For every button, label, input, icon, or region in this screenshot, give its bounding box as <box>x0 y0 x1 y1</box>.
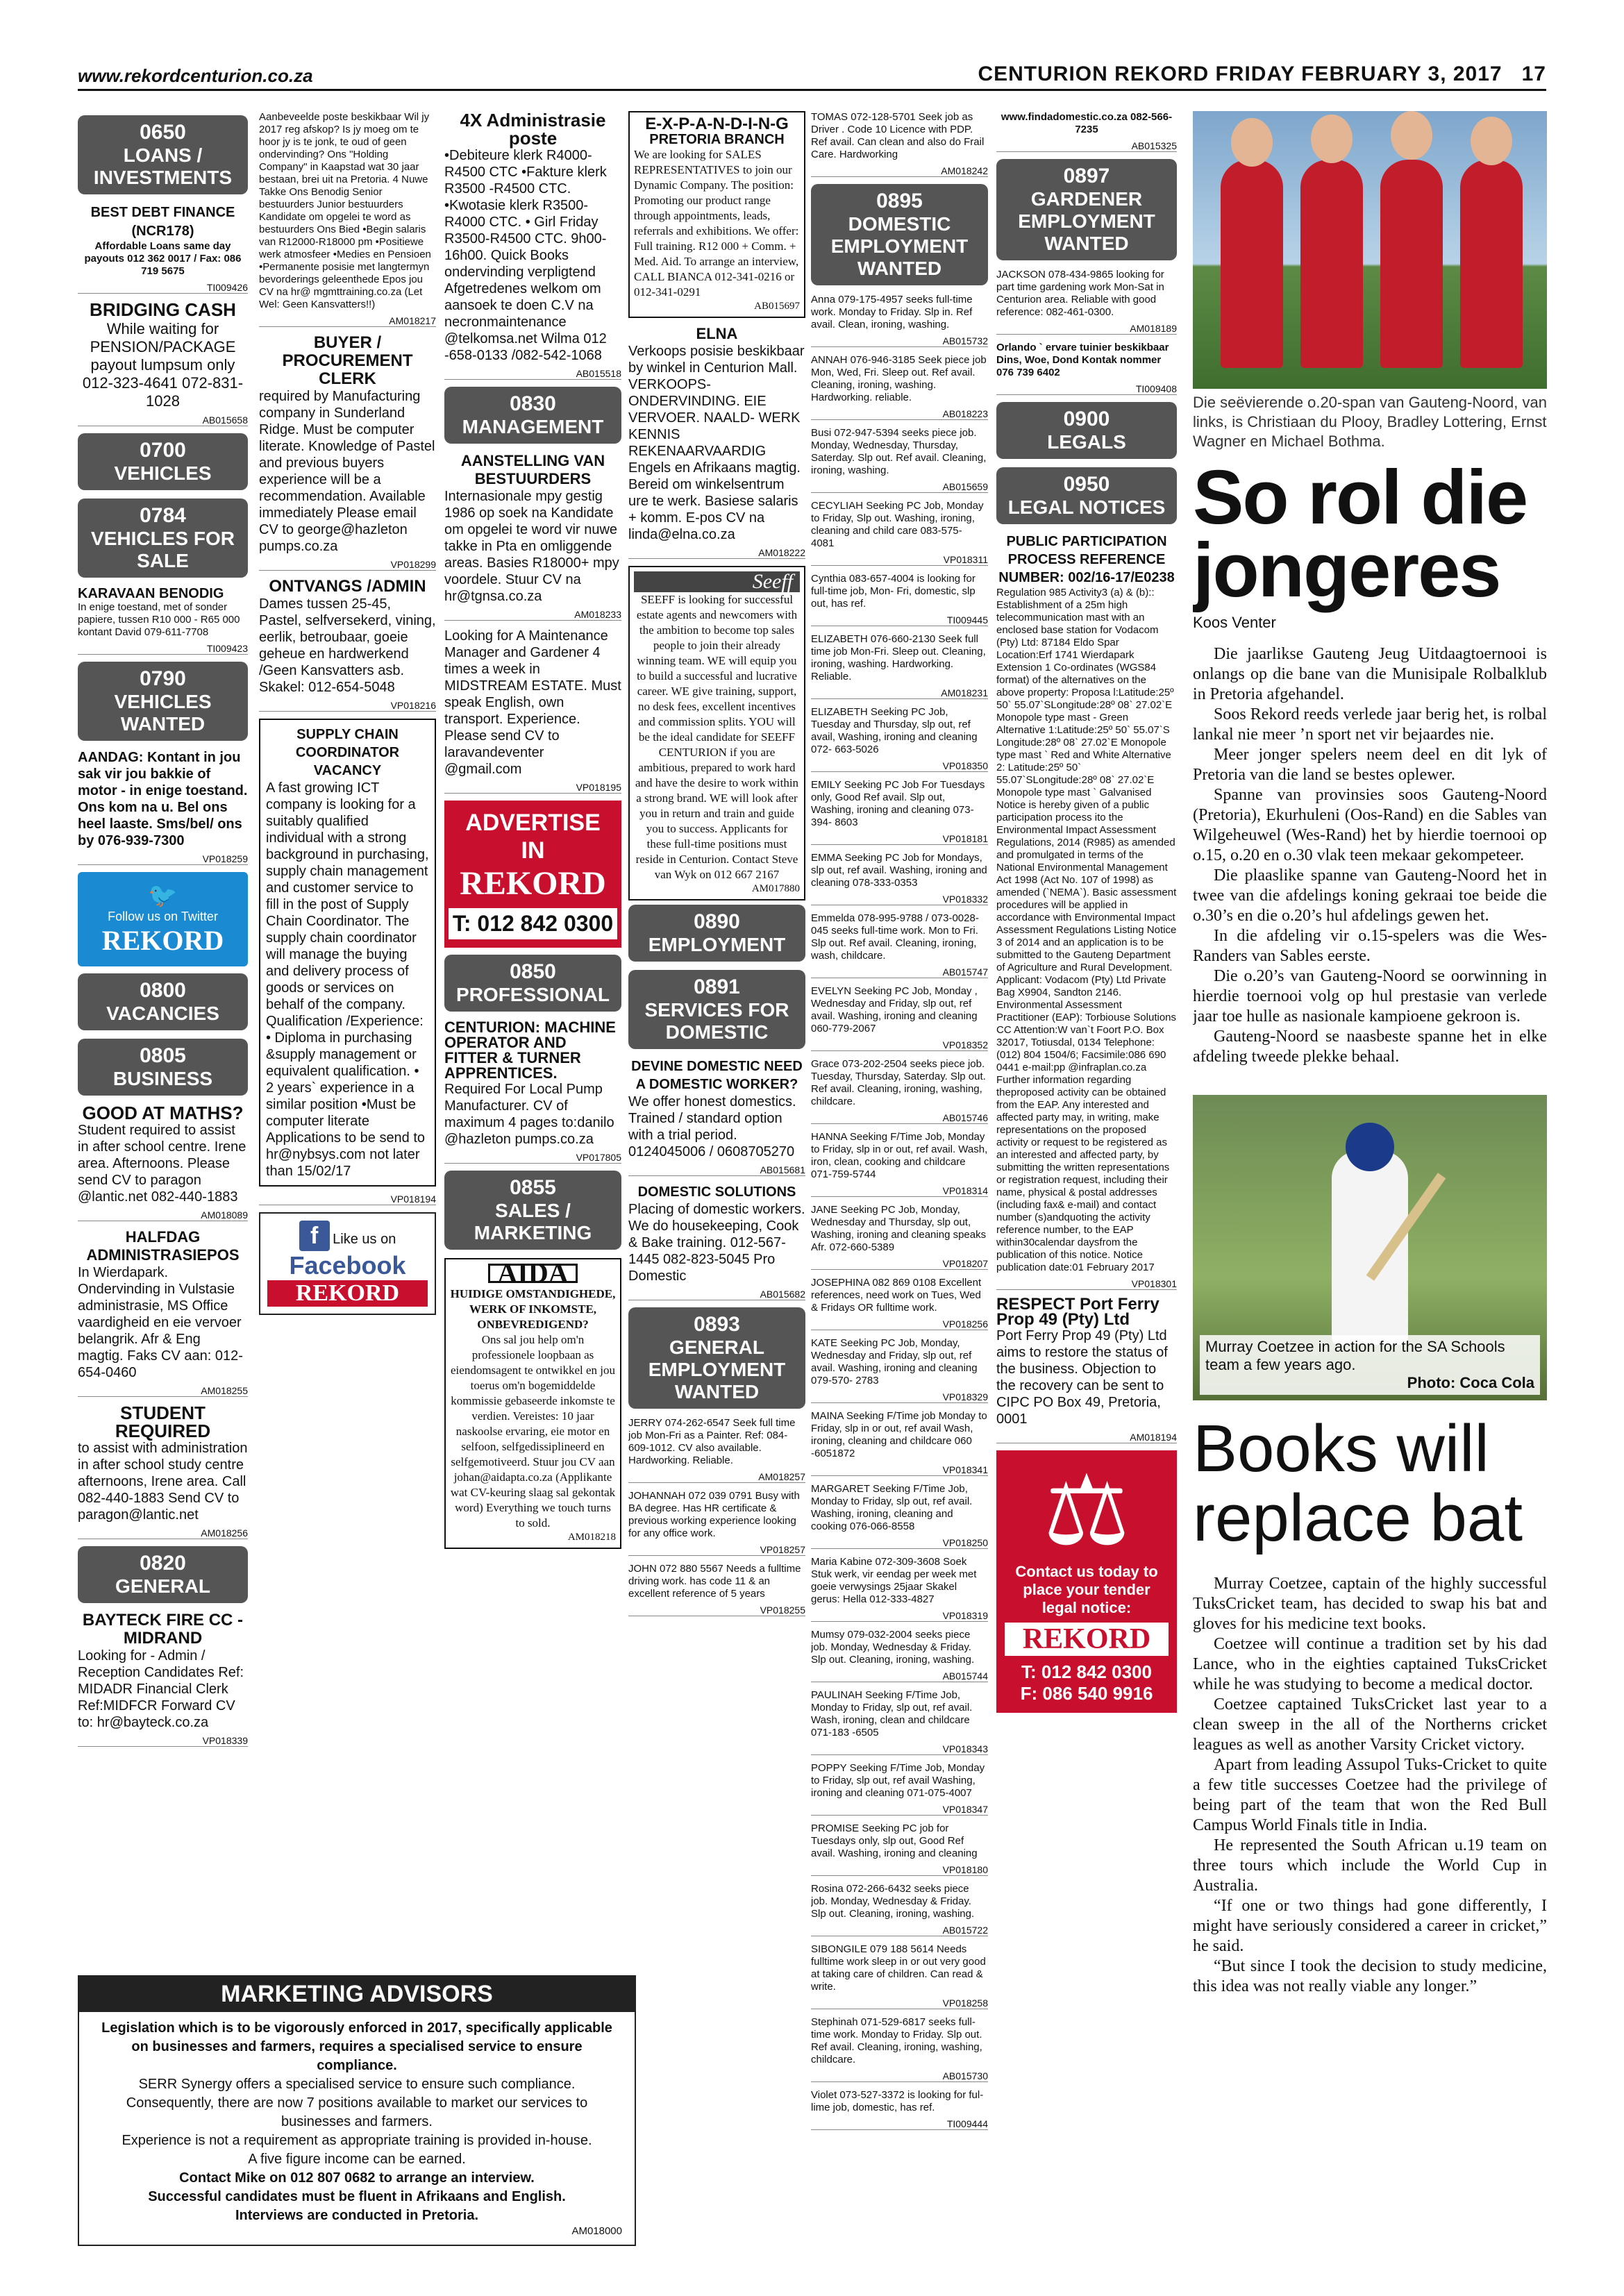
list-item: JANE Seeking PC Job, Monday, Wednesday and Thursday, slp out, Washing, ironing and cleaning speaks Afr. 072-660-5389 <box>811 1204 987 1253</box>
classified-ad: SUPPLY CHAIN COORDINATOR VACANCY A fast growing ICT company is looking for a suitably qualified individual with a strong background in purchasing, supply chain management and customer service to fill in the post of Supply Chain Coordinator. The supply chain coordinator will manage the buying and delivery process of goods or services on behalf of the company. Qualification /Experience: • Diploma in purchasing &supply management or equivalent qualification. • 2 years` experience in a similar position •Must be computer literate Applications to be send to hr@nybsys.com not later than 15/02/17 <box>259 719 436 1187</box>
ad-ref: VP018314 <box>811 1185 988 1197</box>
paragraph: Meer jonger spelers neem deel en dit lyk of Pretoria van die land se bestes oplewer. <box>1193 746 1547 784</box>
paragraph: In die afdeling vir o.15-spelers was die Wes-Randers van Sables eerste. <box>1193 927 1547 965</box>
column-4 <box>628 111 805 1623</box>
ad-ref: AB015325 <box>996 140 1177 152</box>
facebook-icon: f <box>299 1221 330 1251</box>
list-item: Emmelda 078-995-9788 / 073-0028-045 seeks full-time work. Mon to Fri. Slp out. Ref avail. Cleaning, ironing, wash, childcare. <box>811 912 979 962</box>
paragraph: Coetzee will continue a tradition set by his dad Lance, who in the eighties captained TuksCricket while he was studying to become a medical doctor. <box>1193 1635 1547 1693</box>
ad-ref: AB018223 <box>811 408 988 420</box>
paragraph: Murray Coetzee, captain of the highly successful TuksCricket team, has decided to swap his bat and gloves for his medicine text books. <box>1193 1575 1547 1633</box>
list-item: Busi 072-947-5394 seeks piece job. Monday, Wednesday, Thursday, Saterday. Slp out. Ref avail. Cleaning, ironing, washing. <box>811 427 987 476</box>
team-photo <box>1193 111 1547 389</box>
ad-ref: AM018222 <box>628 547 805 559</box>
paragraph: Die plaaslike spanne van Gauteng-Noord het in twee van die afdelings koning gekraai toe beide die o.30’s en die o.20’s hul afdelings gewen het. <box>1193 866 1547 925</box>
classified-ad: KARAVAAN BENODIG In enige toestand, met of sonder papiere, tussen R10 000 - R65 000 kontant David 079-611-7708 <box>78 586 240 638</box>
section-header: 0830 MANAGEMENT <box>444 387 621 444</box>
scales-of-justice-icon: ⚖ <box>1043 1456 1130 1565</box>
column-5 <box>811 111 988 2137</box>
classified-ad: 4X Administrasie poste •Debiteure klerk R4000-R4500 CTC •Fakture klerk R3500 -R4500 CTC. •Kwotasie klerk R3500-R4000 CTC. • Girl Friday R3500-R4500 CTC. 9h00-16h00. Quick Books ondervinding verpligtend Afgetredenes welkom om aansoek te doen C.V na necronmaintenance @telkomsa.net Wilma 012 -658-0133 /082-542-1068 <box>444 111 607 363</box>
legal-notice-promo[interactable]: ⚖ Contact us today to place your tender legal notice: REKORD T: 012 842 0300 F: 086 540 9916 <box>996 1450 1177 1713</box>
section-header: 0893 GENERAL EMPLOYMENT WANTED <box>628 1307 805 1409</box>
paragraph: “If one or two things had gone differently, I might have seriously considered a career in cricket,” he said. <box>1193 1897 1547 1955</box>
list-item: HANNA Seeking F/Time Job, Monday to Friday, slp in or out, ref avail. Wash, iron, clean, cooking and childcare 071-759-5744 <box>811 1131 988 1180</box>
paragraph: Gauteng-Noord se naasbeste spanne het in elke afdeling tweede plekke behaal. <box>1193 1028 1547 1066</box>
ad-ref: AB015747 <box>811 966 988 978</box>
ad-ref: VP018258 <box>811 1997 988 2009</box>
twitter-promo[interactable]: 🐦 Follow us on Twitter REKORD <box>78 872 248 966</box>
list-item: CECYLIAH Seeking PC Job, Monday to Friday, Slp out. Washing, ironing, cleaning and child care 083-575- 4081 <box>811 500 984 549</box>
article-body <box>1193 644 1547 1067</box>
ad-ref: AB015746 <box>811 1112 988 1124</box>
classified-ad: HALFDAG ADMINISTRASIEPOS In Wierdapark. Ondervinding in Vulstasie administrasie, MS Office vaardigheid en eie vervoer belangrik. Afr & Eng magtig. Faks CV aan: 012-654-0460 <box>78 1228 243 1380</box>
ad-ref: VP018352 <box>811 1039 988 1051</box>
ad-ref: VP018347 <box>811 1804 988 1816</box>
paragraph: He represented the South African u.19 team on three tours which include the World Cup in Australia. <box>1193 1836 1547 1895</box>
domestic-list <box>811 294 988 2130</box>
ad-ref: VP018181 <box>811 833 988 845</box>
ad-ref: VP018259 <box>78 853 248 865</box>
editorial-column <box>1193 111 1547 1997</box>
paragraph: Spanne van provinsies soos Gauteng-Noord (Pretoria), Ekurhuleni (Oos-Rand) en die Sables van Wilgeheuwel (Wes-Rand) het by hierdie toernooi op o.15, o.20 en o.30 vlak teen mekaar gekompeteer. <box>1193 786 1547 864</box>
classified-ad: TOMAS 072-128-5701 Seek job as Driver . Code 10 Licence with PDP. Ref avail. Can clean and also do Frail Care. Hardworking <box>811 111 985 160</box>
ad-ref: VP017805 <box>444 1152 621 1164</box>
legal-notice: PUBLIC PARTICIPATION PROCESS REFERENCE NUMBER: 002/16-17/E0238 Regulation 985 Activity3 (a) & (b):: Establishment of a 25m high telecommunication mast with an enclosed base station for Vodacom (Pty) Ltd: 87184 Eldo Spar Location:Erf 1741 Wierdapark Extension 1 Co-ordinates (WGS84 format) of the alternatives on the above property: Proposa l:Latitude:25º 50` 55.07`SLongitude:28º 08` 27.02`E Monopole type mast - Green Alternative 1:Latitude:25º 50` 55.07`S Longitude:28º 08` 27.02`E Monopole type mast ` Red and White Alternative 2: Latitude:25º 50` 55.07`SLongitude:28º 08` 27.02`E Monopole type mast ` Galvanised Notice is hereby given of a public participation process ito the Environmental Impact Assessment Regulations, 2014 (R985) as amended and promulgated in terms of the National Environmental Management Act 1998 (Act No. 107 of 1998) as amended (`NEMA`). Basic assessment procedures will be applied in accordance with Environmental Impact Assessment Regulations Listing Notice 3 of 2014 and an application is to be submitted to the Gauteng Department of Agriculture and Rural Development. Applicant: Vodacom (Pty) Ltd Private Bag X9904, Sandton 2146. Environmental Assessment Practitioner (EAP): Torbiouse Solutions CC Attention:W van`t Foort P.O. Box 32017, Totiusdal, 0134 Telephone:(012) 804 1504/6; Facsimile:086 690 0441 e-mail:pp @infraplan.co.za Further information regarding theproposed activity can be obtained from the EAP. Any interested and affected party may, in writing, make representations on the proposed activity or request to be registered as an interested and affected party, by submitting the written representations or registration request, including their name, physical & postal addresses (including fax& e-mail) and contact number (s)andquoting the activity reference number, to the EAP within30calendar daysfrom the publication of this notice. Notice publication date:01 February 2017 <box>996 534 1177 1273</box>
ad-ref: AB015681 <box>628 1164 805 1176</box>
section-header: 0805 BUSINESS <box>78 1039 248 1096</box>
seeff-logo: Seeff <box>634 571 800 592</box>
list-item: KATE Seeking PC Job, Monday, Wednesday and Friday, slp out, ref avail. Washing, ironing and cleaning 079-570- 2783 <box>811 1337 978 1386</box>
classified-ad: BAYTECK FIRE CC - MIDRAND Looking for - Admin / Reception Candidates Ref: MIDADR Financial Clerk Ref:MIDFCR Forward CV to: hr@bayteck.co.za <box>78 1611 244 1730</box>
classified-ad: BRIDGING CASH While waiting for PENSION/PACKAGE payout lumpsum only 012-323-4641 072-831-1028 <box>82 299 244 410</box>
website-url[interactable]: www.rekordcenturion.co.za <box>78 65 313 86</box>
list-item: Anna 079-175-4957 seeks full-time work. Monday to Friday. Slp in. Ref avail. Clean, ironing, washing. <box>811 294 973 330</box>
ad-ref: VP018332 <box>811 894 988 905</box>
list-item: ELIZABETH 076-660-2130 Seek full time job Mon-Fri. Sleep out. Cleaning, ironing, washing. Hardworking. Reliable. <box>811 633 986 682</box>
classified-ad: JACKSON 078-434-9865 looking for part time gardening work Mon-Sat in Centurion area. Reliable with good reference: 082-461-0300. <box>996 269 1164 318</box>
ad-ref: AB015518 <box>444 368 621 380</box>
ad-ref: AB015744 <box>811 1670 988 1682</box>
legal-notice: RESPECT Port Ferry Prop 49 (Pty) Ltd Port Ferry Prop 49 (Pty) Ltd aims to restore the status of the business. Objection to the recovery can be sent to CIPC PO Box 49, Pretoria, 0001 <box>996 1295 1168 1427</box>
ad-ref: VP018301 <box>996 1278 1177 1290</box>
list-item: MAINA Seeking F/Time job Monday to Friday, slp in or out, ref avail Wash, ironing, cleaning and childcare 060 -6051872 <box>811 1410 987 1459</box>
list-item: Grace 073-202-2504 seeks piece job. Tuesday, Thursday, Saterday. Slp out. Ref avail. Cleaning, ironing, washing, childcare. <box>811 1058 986 1107</box>
article-body <box>1193 1574 1547 1997</box>
ad-ref: VP018299 <box>259 559 436 571</box>
ad-ref: AM018233 <box>444 609 621 621</box>
ad-ref: VP018341 <box>811 1464 988 1476</box>
ad-ref: VP018194 <box>259 1193 436 1205</box>
ad-ref: AB015659 <box>811 481 988 493</box>
paragraph: “But since I took the decision to study medicine, this idea was not really viable any longer.” <box>1193 1957 1547 1995</box>
section-header: 0900 LEGALS <box>996 402 1177 459</box>
ad-ref: VP018216 <box>259 700 436 712</box>
classified-ad: JERRY 074-262-6547 Seek full time job Mon-Fri as a Painter. Ref: 084-609-1012. CV also available. Hardworking. Reliable. <box>628 1417 796 1466</box>
ad-ref: AB015730 <box>811 2070 988 2082</box>
ad-ref: VP018256 <box>811 1318 988 1330</box>
list-item: PROMISE Seeking PC job for Tuesdays only, slp out, Good Ref avail. Washing, ironing and cleaning <box>811 1822 978 1859</box>
column-2 <box>259 111 436 1322</box>
section-header: 0850 PROFESSIONAL <box>444 955 621 1012</box>
ad-ref: TI009408 <box>996 383 1177 395</box>
photo-caption: Murray Coetzee in action for the SA Schools team a few years ago. Photo: Coca Cola <box>1200 1335 1540 1395</box>
ad-ref: VP018339 <box>78 1735 248 1747</box>
classified-ad: GOOD AT MATHS? Student required to assist in after school centre. Irene area. Afternoons. Please send CV to paragon @lantic.net 082-440-1883 <box>78 1103 246 1205</box>
ad-ref: AM018242 <box>811 165 988 177</box>
classified-ad: www.findadomestic.co.za 082-566-7235 <box>1001 111 1173 135</box>
classified-ad: Orlando ` ervare tuinier beskikbaar Dins, Woe, Dond Kontak nommer 076 739 6402 <box>996 342 1169 378</box>
section-header: 0784 VEHICLES FOR SALE <box>78 498 248 578</box>
ad-ref: VP018250 <box>811 1537 988 1549</box>
ad-ref: AM018255 <box>78 1385 248 1397</box>
aida-logo: AIDA <box>488 1264 577 1283</box>
classified-ad: DOMESTIC SOLUTIONS Placing of domestic workers. We do housekeeping, Cook & Bake training. 012-567-1445 082-823-5045 Pro Domestic <box>628 1184 805 1284</box>
classified-ad: Aanbeveelde poste beskikbaar Wil jy 2017 reg afskop? Is jy moeg om te hoor jy is te jonk, te oud of geen ondervinding? Ons "Holding Company" in Kaapstad wat 30 jaar bestaan, brei uit na Pretoria. 4 Nuwe Takke Ons Benodig Senior bestuurders Junior bestuurders Kandidate om opgelei te word as bestuurders Ons Bied •Begin salaris van R12000-R18000 pm •Positiewe werk atmosfeer •Medies en Pensioen •Permanente posisie met langtermyn bevorderings geleenthede Epos jou CV na hr@ mgmttraining.co.za (Let Wel: Geen Kansvatters!!) <box>259 111 431 310</box>
column-1 <box>78 111 248 1754</box>
expanding-ad: E-X-P-A-N-D-I-N-G PRETORIA BRANCH We are looking for SALES REPRESENTATIVES to join our Dynamic Company. The position: Promoting our product range through appointments, leads, referrals and exhibitions. We offer: Full training. R12 000 + Comm. + Med. Aid. To arrange an interview, CALL BIANCA 012-341-0216 or 012-341-0291 AB015697 <box>628 111 805 318</box>
paragraph: Coetzee captained TuksCricket last year to a clean sweep in the all of the Northerns cricket leagues as well as another Varsity Cricket victory. <box>1193 1695 1547 1754</box>
column-6 <box>996 111 1177 1713</box>
ad-ref: VP018207 <box>811 1258 988 1270</box>
list-item: Maria Kabine 072-309-3608 Soek Stuk werk, vir eendag per week met goeie verwysings 25jaar Skakel gerus: Hella 012-333-4827 <box>811 1556 977 1605</box>
classified-ad: ELNA Verkoops posisie beskikbaar by winkel in Centurion Mall. VERKOOPS- ONDERVINDING. EIE VERVOER. NAALD- WERK KENNIS REKENAARVAARDIG Engels en Afrikaans magtig. Bereid om winkelsentrum ure te werk. Basiese salaris + komm. E-pos CV na linda@elna.co.za <box>628 325 805 542</box>
ad-ref: AM018089 <box>78 1209 248 1221</box>
advertise-promo[interactable]: ADVERTISE IN REKORD T: 012 842 0300 <box>444 801 621 948</box>
twitter-bird-icon: 🐦 <box>148 882 178 909</box>
list-item: ANNAH 076-946-3185 Seek piece job Mon, Wed, Fri. Sleep out. Ref avail. Cleaning, ironing, washing. Hardworking. reliable. <box>811 354 987 403</box>
classified-ad: CENTURION: MACHINE OPERATOR AND FITTER & TURNER APPRENTICES. Required For Local Pump Manufacturer. CV of maximum 4 pages to:danilo @hazleton pumps.co.za <box>444 1019 616 1147</box>
marketing-advisors-ad: MARKETING ADVISORS Legislation which is to be vigorously enforced in 2017, specifically applicable on businesses and farmers, requires a specialised service to ensure compliance. SERR Synergy offers a specialised service to ensure such compliance. Consequently, there are now 7 positions available to market our services to businesses and farmers. Experience is not a requirement as appropriate training is provided in-house. A five figure income can be earned. Contact Mike on 012 807 0682 to arrange an interview. Successful candidates must be fluent in Afrikaans and English. Interviews are conducted in Pretoria. AM018000 <box>78 1975 636 2246</box>
ad-ref: TI009423 <box>78 643 248 655</box>
list-item: PAULINAH Seeking F/Time Job, Monday to Friday, slp out, ref avail. Wash, ironing, clean and childcare 071-183 -6505 <box>811 1689 973 1738</box>
classified-ad: JOHANNAH 072 039 0791 Busy with BA degree. Has HR certificate & previous working experience looking for any office work. <box>628 1490 800 1539</box>
seeff-ad: Seeff SEEFF is looking for successful estate agents and newcomers with the ambition to become top sales people to join their already winning team. WE will equip you to build a successful and lucrative career. WE give training, support, no desk fees, excellent incentives and commission splits. YOU will be the ideal candidate for SEEFF CENTURION if you are ambitious, prepared to work hard and have the desire to work within a strong brand. WE will look after you in return and train and guide you to success. Applicants for these full-time positions must reside in Centurion. Contact Steve van Wyk on 012 667 2167 AM017880 <box>628 566 805 900</box>
ad-ref: TI009444 <box>811 2118 988 2130</box>
classified-ad: AANSTELLING VAN BESTUURDERS Internasionale mpy gestig 1986 op soek na Kandidate om opgelei te word vir nuwe takke in Pta en omliggende areas. Basies R18000+ mpy voordele. Stuur CV na hr@tgnsa.co.za <box>444 452 619 604</box>
ad-ref: VP018195 <box>444 782 621 794</box>
list-item: EMMA Seeking PC Job for Mondays, slp out, ref avail. Washing, ironing and cleaning 078-333-0353 <box>811 852 987 889</box>
classified-ad: ONTVANGS /ADMIN Dames tussen 25-45, Pastel, selfversekerd, vining, eerlik, betroubaar, goeie geheue en hardwerkend /Geen Kansvatters asb. Skakel: 012-654-5048 <box>259 577 436 695</box>
ad-ref: TI009426 <box>78 282 248 294</box>
classified-ad: STUDENT REQUIRED to assist with administration in after school study centre afternoons, Irene area. Call 082-440-1883 Send CV to paragon@lantic.net <box>78 1402 248 1523</box>
byline: Koos Venter <box>1193 614 1276 631</box>
ad-ref: VP018319 <box>811 1610 988 1622</box>
classified-ad: BEST DEBT FINANCE (NCR178) Affordable Loans same day payouts 012 362 0017 / Fax: 086 719 5675 <box>84 205 242 277</box>
page-header <box>78 61 1546 91</box>
section-header: 0891 SERVICES FOR DOMESTIC <box>628 970 805 1049</box>
list-item: Violet 073-527-3372 is looking for ful-lime job, domestic, has ref. <box>811 2089 984 2113</box>
ad-ref: VP018257 <box>628 1544 805 1556</box>
classified-ad: BUYER / PROCUREMENT CLERK required by Manufacturing company in Sunderland Ridge. Must be computer literate. Knowledge of Pastel and previous buyers experience will be a recommendation. Available immediately Please email CV to george@hazleton pumps.co.za <box>259 333 435 554</box>
list-item: Stephinah 071-529-6817 seeks full-time work. Monday to Friday. Slp out. Ref avail. Cleaning, ironing, washing, childcare. <box>811 2016 982 2065</box>
masthead: CENTURION REKORD FRIDAY FEBRUARY 3, 2017 17 <box>978 62 1546 85</box>
ad-ref: AB015658 <box>78 414 248 426</box>
section-header: 0650 LOANS / INVESTMENTS <box>78 115 248 194</box>
aida-ad: AIDA HUIDIGE OMSTANDIGHEDE, WERK OF INKOMSTE, ONBEVREDIGEND? Ons sal jou help om'n professionele loopbaan as eiendomsagent te ontwikkel en jou toerus om'n bogemiddelde kommissie gebaseerde inkomste te verdien. Vereistes: 10 jaar naskoolse ervaring, eie motor en selfoon, selfgedissiplineerd en selfgemotiveerd. Stuur jou CV aan johan@aidapta.co.za (Applikante wat CV-keuring slaag sal gekontak word) Everything we touch turns to sold. AM018218 <box>444 1258 621 1549</box>
section-header: 0820 GENERAL <box>78 1546 248 1603</box>
ad-ref: AB015682 <box>628 1289 805 1300</box>
list-item: EVELYN Seeking PC Job, Monday , Wednesday and Friday, slp out, ref avail. Washing, ironing and cleaning 060-779-2067 <box>811 985 978 1034</box>
list-item: ELIZABETH Seeking PC Job, Tuesday and Thursday, slp out, ref avail, Washing, ironing and cleaning 072- 663-5026 <box>811 706 978 755</box>
ad-ref: AM018217 <box>259 315 436 327</box>
list-item: MARGARET Seeking F/Time Job, Monday to Friday, slp out, ref avail. Washing, ironing, cleaning and cooking 076-066-8558 <box>811 1483 973 1532</box>
section-header: 0800 VACANCIES <box>78 973 248 1030</box>
ad-ref: AM018194 <box>996 1432 1177 1443</box>
ad-ref: AM018231 <box>811 687 988 699</box>
ad-ref: AM018257 <box>628 1471 805 1483</box>
list-item: POPPY Seeking F/Time Job, Monday to Friday, slp out, ref avail Washing, ironing and cleaning 071-075-4007 <box>811 1762 985 1799</box>
paragraph: Apart from leading Assupol Tuks-Cricket to quite a few title successes Coetzee had the privilege of being part of the team that won the Red Bull Campus World Finals title in India. <box>1193 1756 1547 1834</box>
list-item: EMILY Seeking PC Job For Tuesdays only, Good Ref avail. Slp out, Washing, ironing and cleaning 073-394- 8603 <box>811 779 985 828</box>
photo-caption: Die seëvierende o.20-span van Gauteng-Noord, van links, is Christiaan du Plooy, Bradley Lottering, Ernst Wagner en Michael Bothma. <box>1193 394 1547 450</box>
headline: So rol die jongeres <box>1193 455 1527 613</box>
list-item: Cynthia 083-657-4004 is looking for full-time job, Mon- Fri, domestic, slp out, has ref. <box>811 573 976 610</box>
list-item: JOSEPHINA 082 869 0108 Excellent references, need work on Tues, Wed & Fridays OR fulltime work. <box>811 1277 982 1314</box>
ad-ref: AM018189 <box>996 323 1177 335</box>
list-item: Rosina 072-266-6432 seeks piece job. Monday, Wednesday & Friday. Slp out. Cleaning, ironing, washing. <box>811 1883 975 1920</box>
paragraph: Die jaarlikse Gauteng Jeug Uitdaagtoernooi is onlangs op die bane van die Munisipale Rolbalklub in Pretoria afgehandel. <box>1193 645 1547 703</box>
classified-ad: Looking for A Maintenance Manager and Gardener 4 times a week in MIDSTREAM ESTATE. Must speak English, own transport. Experience. Please send CV to laravandeventer @gmail.com <box>444 628 621 777</box>
section-header: 0700 VEHICLES <box>78 433 248 490</box>
ad-ref: VP018255 <box>628 1604 805 1616</box>
ad-ref: VP018343 <box>811 1743 988 1755</box>
section-header: 0897 GARDENER EMPLOYMENT WANTED <box>996 159 1177 260</box>
classified-ad: AANDAG: Kontant in jou sak vir jou bakkie of motor - in enige toestand. Ons kom na u. Bel ons heel laaste. Sms/bel/ ons by 076-939-7300 <box>78 750 248 848</box>
section-header: 0890 EMPLOYMENT <box>628 905 805 962</box>
ad-ref: AM018256 <box>78 1527 248 1539</box>
list-item: Mumsy 079-032-2004 seeks piece job. Monday, Wednesday & Friday. Slp out. Cleaning, ironing, washing. <box>811 1629 975 1666</box>
ad-ref: AB015722 <box>811 1925 988 1936</box>
column-3 <box>444 111 621 1549</box>
ad-ref: VP018180 <box>811 1864 988 1876</box>
ad-ref: VP018329 <box>811 1391 988 1403</box>
section-header: 0895 DOMESTIC EMPLOYMENT WANTED <box>811 184 988 285</box>
paragraph: Die o.20’s van Gauteng-Noord se oorwinning in hierdie toernooi volg op hul prestasie van verlede jaar toe hulle as nasionale kampioene gekroon is. <box>1193 967 1547 1025</box>
facebook-promo[interactable]: f Like us on Facebook REKORD <box>259 1212 436 1315</box>
paragraph: Soos Rekord reeds verlede jaar berig het, is rolbal lankal nie meer ’n sport net vir bejaardes nie. <box>1193 705 1547 744</box>
section-header: 0790 VEHICLES WANTED <box>78 662 248 741</box>
list-item: SIBONGILE 079 188 5614 Needs fulltime work sleep in or out very good at taking care of children. Can read & write. <box>811 1943 986 1993</box>
ad-ref: TI009445 <box>811 614 988 626</box>
classified-ad: DEVINE DOMESTIC NEED A DOMESTIC WORKER? We offer honest domestics. Trained / standard option with a trial period. 0124045006 / 0608705270 <box>628 1059 803 1159</box>
page-number: 17 <box>1521 62 1546 85</box>
section-header: 0950 LEGAL NOTICES <box>996 467 1177 524</box>
ad-ref: VP018311 <box>811 554 988 566</box>
ad-ref: VP018350 <box>811 760 988 772</box>
ad-ref: AB015732 <box>811 335 988 347</box>
headline: Books will replace bat <box>1193 1411 1523 1555</box>
cricket-photo <box>1193 1095 1547 1400</box>
section-header: 0855 SALES / MARKETING <box>444 1171 621 1250</box>
classified-ad: JOHN 072 880 5567 Needs a fulltime driving work. has code 11 & an excellent reference of 5 years <box>628 1563 801 1600</box>
